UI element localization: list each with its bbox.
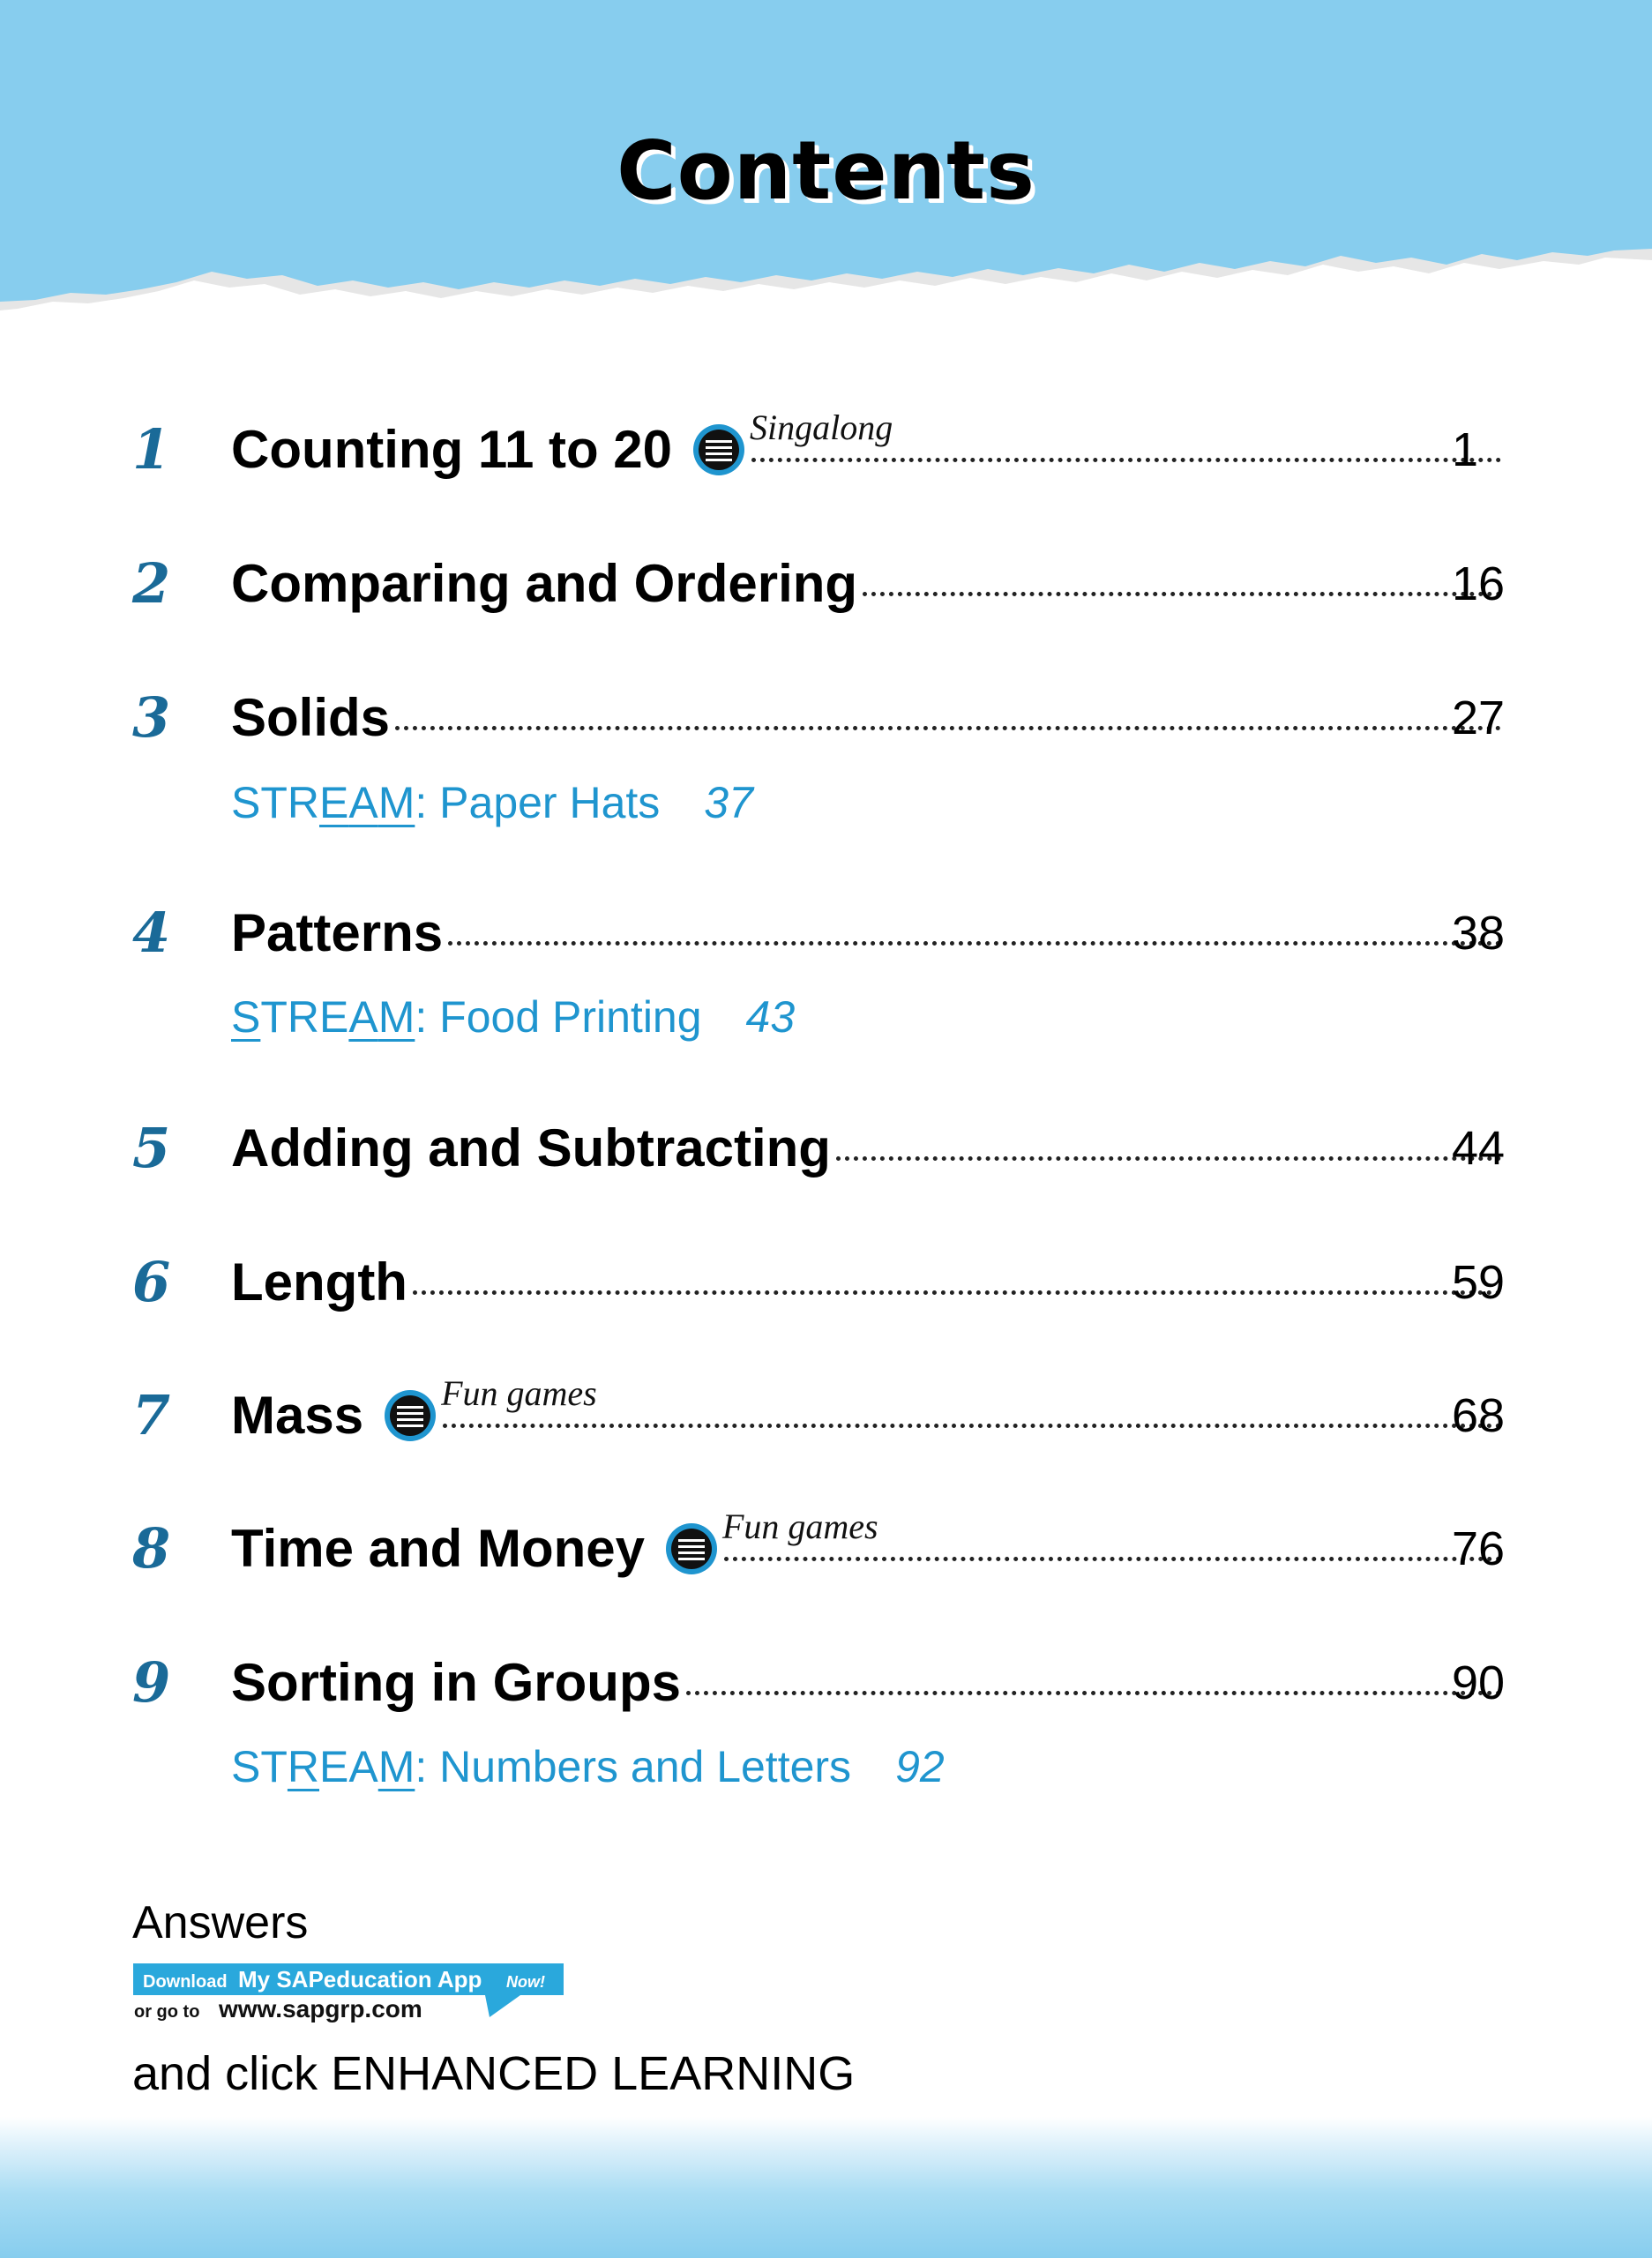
banner-brand-text: My SAPeducation App <box>238 1966 482 1993</box>
chapter-title: Time and Money <box>231 1519 645 1578</box>
stream-item[interactable] <box>231 986 795 1048</box>
media-badge-icon[interactable] <box>383 1373 597 1443</box>
chapter-number: 8 <box>132 1516 171 1581</box>
dot-leader <box>751 457 1501 462</box>
stream-title: : Paper Hats <box>415 778 661 827</box>
answers-label: Answers <box>132 1897 309 1948</box>
toc-chapter-row[interactable] <box>0 1507 1652 1584</box>
chapter-number: 7 <box>132 1383 171 1447</box>
stream-page-number: 37 <box>704 778 753 827</box>
toc-chapter-row[interactable] <box>0 1247 1652 1318</box>
chapter-number: 4 <box>132 901 171 965</box>
page-number: 44 <box>1452 1122 1506 1175</box>
chapter-title: Length <box>231 1252 407 1312</box>
chapter-number: 6 <box>132 1250 171 1314</box>
chapter-number: 5 <box>132 1116 171 1180</box>
page-number: 38 <box>1452 907 1506 960</box>
toc-chapter-row[interactable] <box>0 1373 1652 1451</box>
stream-title: : Food Printing <box>415 992 702 1042</box>
dot-leader <box>395 725 1501 730</box>
toc-chapter-row[interactable] <box>0 1113 1652 1184</box>
toc-chapter-row[interactable] <box>0 407 1652 485</box>
stream-page-number: 92 <box>895 1742 945 1791</box>
page-number: 16 <box>1452 557 1506 610</box>
toc-chapter-row[interactable] <box>0 683 1652 753</box>
banner-url-text: www.sapgrp.com <box>219 1995 422 2022</box>
dot-leader <box>863 591 1501 596</box>
stream-page-number: 43 <box>745 992 796 1042</box>
bottom-band <box>0 2117 1652 2258</box>
page-number: 59 <box>1452 1256 1506 1309</box>
chapter-number: 2 <box>132 551 171 616</box>
chapter-title: Sorting in Groups <box>231 1653 681 1712</box>
page-number: 27 <box>1452 692 1506 744</box>
dot-leader <box>686 1690 1501 1695</box>
stream-prefix: STREAM <box>231 1742 415 1791</box>
toc-chapter-row[interactable] <box>0 898 1652 968</box>
dot-leader <box>413 1290 1501 1295</box>
chapter-title: Solids <box>231 688 391 747</box>
page-title: Contents <box>617 123 1035 218</box>
dot-leader <box>724 1556 1501 1561</box>
stream-title: : Numbers and Letters <box>415 1742 852 1791</box>
stream-prefix: STREAM <box>231 992 415 1042</box>
page-number: 76 <box>1452 1522 1506 1575</box>
page-number: 1 <box>1452 423 1479 476</box>
chapter-number: 1 <box>132 417 171 482</box>
stream-item[interactable] <box>231 1736 945 1798</box>
chapter-title: Mass <box>231 1386 364 1445</box>
enhanced-learning-text: and click ENHANCED LEARNING <box>132 2047 856 2100</box>
toc-chapter-row[interactable] <box>0 549 1652 619</box>
stream-item[interactable] <box>231 772 753 834</box>
banner-goto-text: or go to <box>134 2002 200 2022</box>
media-badge-icon[interactable] <box>664 1507 878 1576</box>
app-download-banner[interactable] <box>132 1963 573 2033</box>
stream-prefix: STREAM <box>231 778 415 827</box>
dot-leader <box>836 1155 1501 1161</box>
chapter-title: Patterns <box>231 903 444 962</box>
chapter-title: Counting 11 to 20 <box>231 420 673 479</box>
banner-download-text: Download <box>143 1972 228 1992</box>
media-badge-icon[interactable] <box>691 407 893 477</box>
chapter-title: Adding and Subtracting <box>231 1118 831 1178</box>
badge-label: Fun games <box>441 1373 597 1413</box>
chapter-number: 9 <box>132 1650 171 1715</box>
page-number: 68 <box>1452 1389 1506 1442</box>
chapter-title: Comparing and Ordering <box>231 554 858 613</box>
badge-label: Singalong <box>750 407 893 447</box>
toc-chapter-row[interactable] <box>0 1648 1652 1718</box>
badge-label: Fun games <box>721 1507 878 1546</box>
chapter-number: 3 <box>132 685 171 750</box>
dot-leader <box>443 1423 1501 1428</box>
dot-leader <box>448 940 1501 946</box>
banner-now-text: Now! <box>506 1973 545 1991</box>
page-number: 90 <box>1452 1656 1506 1709</box>
